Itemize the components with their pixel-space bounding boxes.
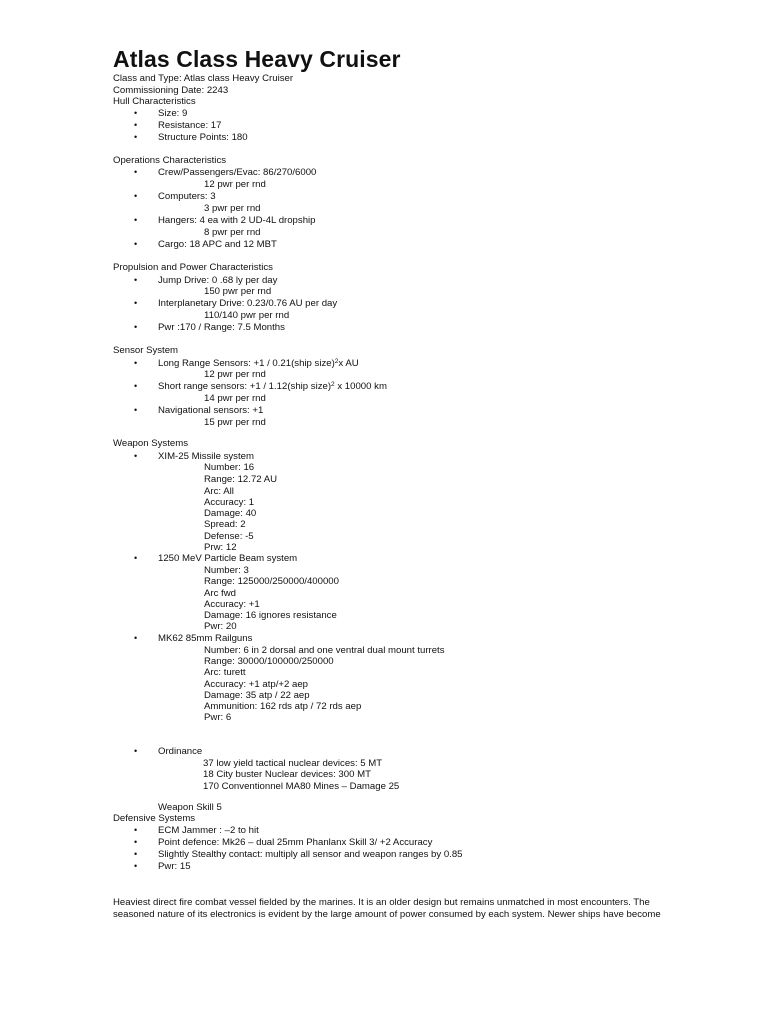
beam-stat: Damage: 16 ignores resistance (204, 610, 337, 621)
def-point-defence: Point defence: Mk26 – dual 25mm Phanlanx Skill 3/ +2 Accuracy (158, 837, 433, 848)
hull-resistance: Resistance: 17 (158, 120, 222, 131)
sensor-nav-pwr: 15 pwr per rnd (204, 417, 266, 428)
sensor-long-unit: x AU (338, 358, 359, 369)
sensor-short-range (158, 381, 387, 392)
bullet-icon: • (134, 215, 138, 225)
bullet-icon: • (134, 358, 138, 368)
rail-stat: Damage: 35 atp / 22 aep (204, 690, 310, 701)
bullet-icon: • (134, 191, 138, 201)
bullet-icon: • (134, 451, 138, 461)
bullet-icon: • (134, 405, 138, 415)
beam-stat: Accuracy: +1 (204, 599, 260, 610)
rail-stat: Ammunition: 162 rds atp / 72 rds aep (204, 701, 362, 712)
description-line-1: Heaviest direct fire combat vessel fielded by the marines. It is an older design but remains unmatched in most encounters. The (113, 897, 650, 908)
missile-stat: Prw: 12 (204, 542, 237, 553)
bullet-icon: • (134, 861, 138, 871)
sensor-short-unit: x 10000 km (334, 381, 387, 392)
bullet-icon: • (134, 633, 138, 643)
weapon-skill: Weapon Skill 5 (158, 802, 222, 813)
sensor-heading: Sensor System (113, 345, 179, 356)
prop-heading: Propulsion and Power Characteristics (113, 262, 273, 273)
ops-computers-pwr: 3 pwr per rnd (204, 203, 261, 214)
missile-stat: Damage: 40 (204, 508, 257, 519)
bullet-icon: • (134, 132, 138, 142)
bullet-icon: • (134, 275, 138, 285)
ordinance-name: Ordinance (158, 746, 203, 757)
doc-title: Atlas Class Heavy Cruiser (113, 46, 401, 72)
beam-name: 1250 MeV Particle Beam system (158, 553, 298, 564)
hull-structure: Structure Points: 180 (158, 132, 248, 143)
def-stealth: Slightly Stealthy contact: multiply all sensor and weapon ranges by 0.85 (158, 849, 463, 860)
sensor-short-exponent: 2 (331, 381, 335, 388)
description-line-2: seasoned nature of its electronics is evident by the large amount of power consumed by each system. Newer ships have become (113, 909, 661, 920)
bullet-icon: • (134, 381, 138, 391)
missile-name: XIM-25 Missile system (158, 451, 254, 462)
bullet-icon: • (134, 322, 138, 332)
sensor-long-range (158, 358, 359, 369)
beam-stat: Number: 3 (204, 565, 249, 576)
missile-stat: Number: 16 (204, 462, 255, 473)
ordinance-item: 37 low yield tactical nuclear devices: 5 MT (203, 758, 383, 769)
sensor-long-exponent: 2 (334, 358, 339, 365)
ops-hangers-pwr: 8 pwr per rnd (204, 227, 261, 238)
prop-interplanetary: Interplanetary Drive: 0.23/0.76 AU per day (158, 298, 338, 309)
def-heading: Defensive Systems (113, 813, 196, 824)
ops-crew: Crew/Passengers/Evac: 86/270/6000 (158, 167, 317, 178)
hull-size: Size: 9 (158, 108, 188, 119)
rail-stat: Arc: turett (204, 667, 246, 678)
ops-crew-pwr: 12 pwr per rnd (204, 179, 266, 190)
prop-pwr-range: Pwr :170 / Range: 7.5 Months (158, 322, 285, 333)
missile-stat: Arc: All (204, 486, 234, 497)
commission-line: Commissioning Date: 2243 (113, 85, 229, 96)
weapons-heading: Weapon Systems (113, 438, 189, 449)
sensor-short-text: Short range sensors: +1 / 1.12(ship size) (158, 381, 332, 392)
bullet-icon: • (134, 553, 138, 563)
missile-stat: Defense: -5 (204, 531, 254, 542)
prop-jump-pwr: 150 pwr per rnd (204, 286, 272, 297)
bullet-icon: • (134, 167, 138, 177)
rail-stat: Accuracy: +1 atp/+2 aep (204, 679, 308, 690)
ordinance-item: 170 Conventionnel MA80 Mines – Damage 25 (203, 781, 400, 792)
rail-stat: Number: 6 in 2 dorsal and one ventral dual mount turrets (204, 645, 445, 656)
beam-stat: Range: 125000/250000/400000 (204, 576, 339, 587)
ops-cargo: Cargo: 18 APC and 12 MBT (158, 239, 277, 250)
class-type-line: Class and Type: Atlas class Heavy Cruiser (113, 73, 294, 84)
def-pwr: Pwr: 15 (158, 861, 191, 872)
def-ecm: ECM Jammer : –2 to hit (158, 825, 259, 836)
sensor-short-pwr: 14 pwr per rnd (204, 393, 266, 404)
missile-stat: Range: 12.72 AU (204, 474, 278, 485)
ops-hangers: Hangers: 4 ea with 2 UD-4L dropship (158, 215, 316, 226)
bullet-icon: • (134, 746, 138, 756)
ordinance-item: 18 City buster Nuclear devices: 300 MT (203, 769, 371, 780)
rail-stat: Range: 30000/100000/250000 (204, 656, 334, 667)
bullet-icon: • (134, 108, 138, 118)
missile-stat: Accuracy: 1 (204, 497, 255, 508)
hull-heading: Hull Characteristics (113, 96, 196, 107)
rail-name: MK62 85mm Railguns (158, 633, 253, 644)
beam-stat: Arc fwd (204, 588, 236, 599)
bullet-icon: • (134, 120, 138, 130)
sensor-nav: Navigational sensors: +1 (158, 405, 264, 416)
ops-computers: Computers: 3 (158, 191, 216, 202)
ops-heading: Operations Characteristics (113, 155, 227, 166)
rail-stat: Pwr: 6 (204, 712, 232, 723)
bullet-icon: • (134, 825, 138, 835)
bullet-icon: • (134, 298, 138, 308)
missile-stat: Spread: 2 (204, 519, 246, 530)
bullet-icon: • (134, 239, 138, 249)
bullet-icon: • (134, 849, 138, 859)
sensor-long-pwr: 12 pwr per rnd (204, 369, 266, 380)
beam-stat: Pwr: 20 (204, 621, 237, 632)
bullet-icon: • (134, 837, 138, 847)
sensor-long-text: Long Range Sensors: +1 / 0.21(ship size) (158, 358, 335, 369)
prop-interplanetary-pwr: 110/140 pwr per rnd (204, 310, 290, 321)
prop-jump: Jump Drive: 0 .68 ly per day (158, 275, 278, 286)
